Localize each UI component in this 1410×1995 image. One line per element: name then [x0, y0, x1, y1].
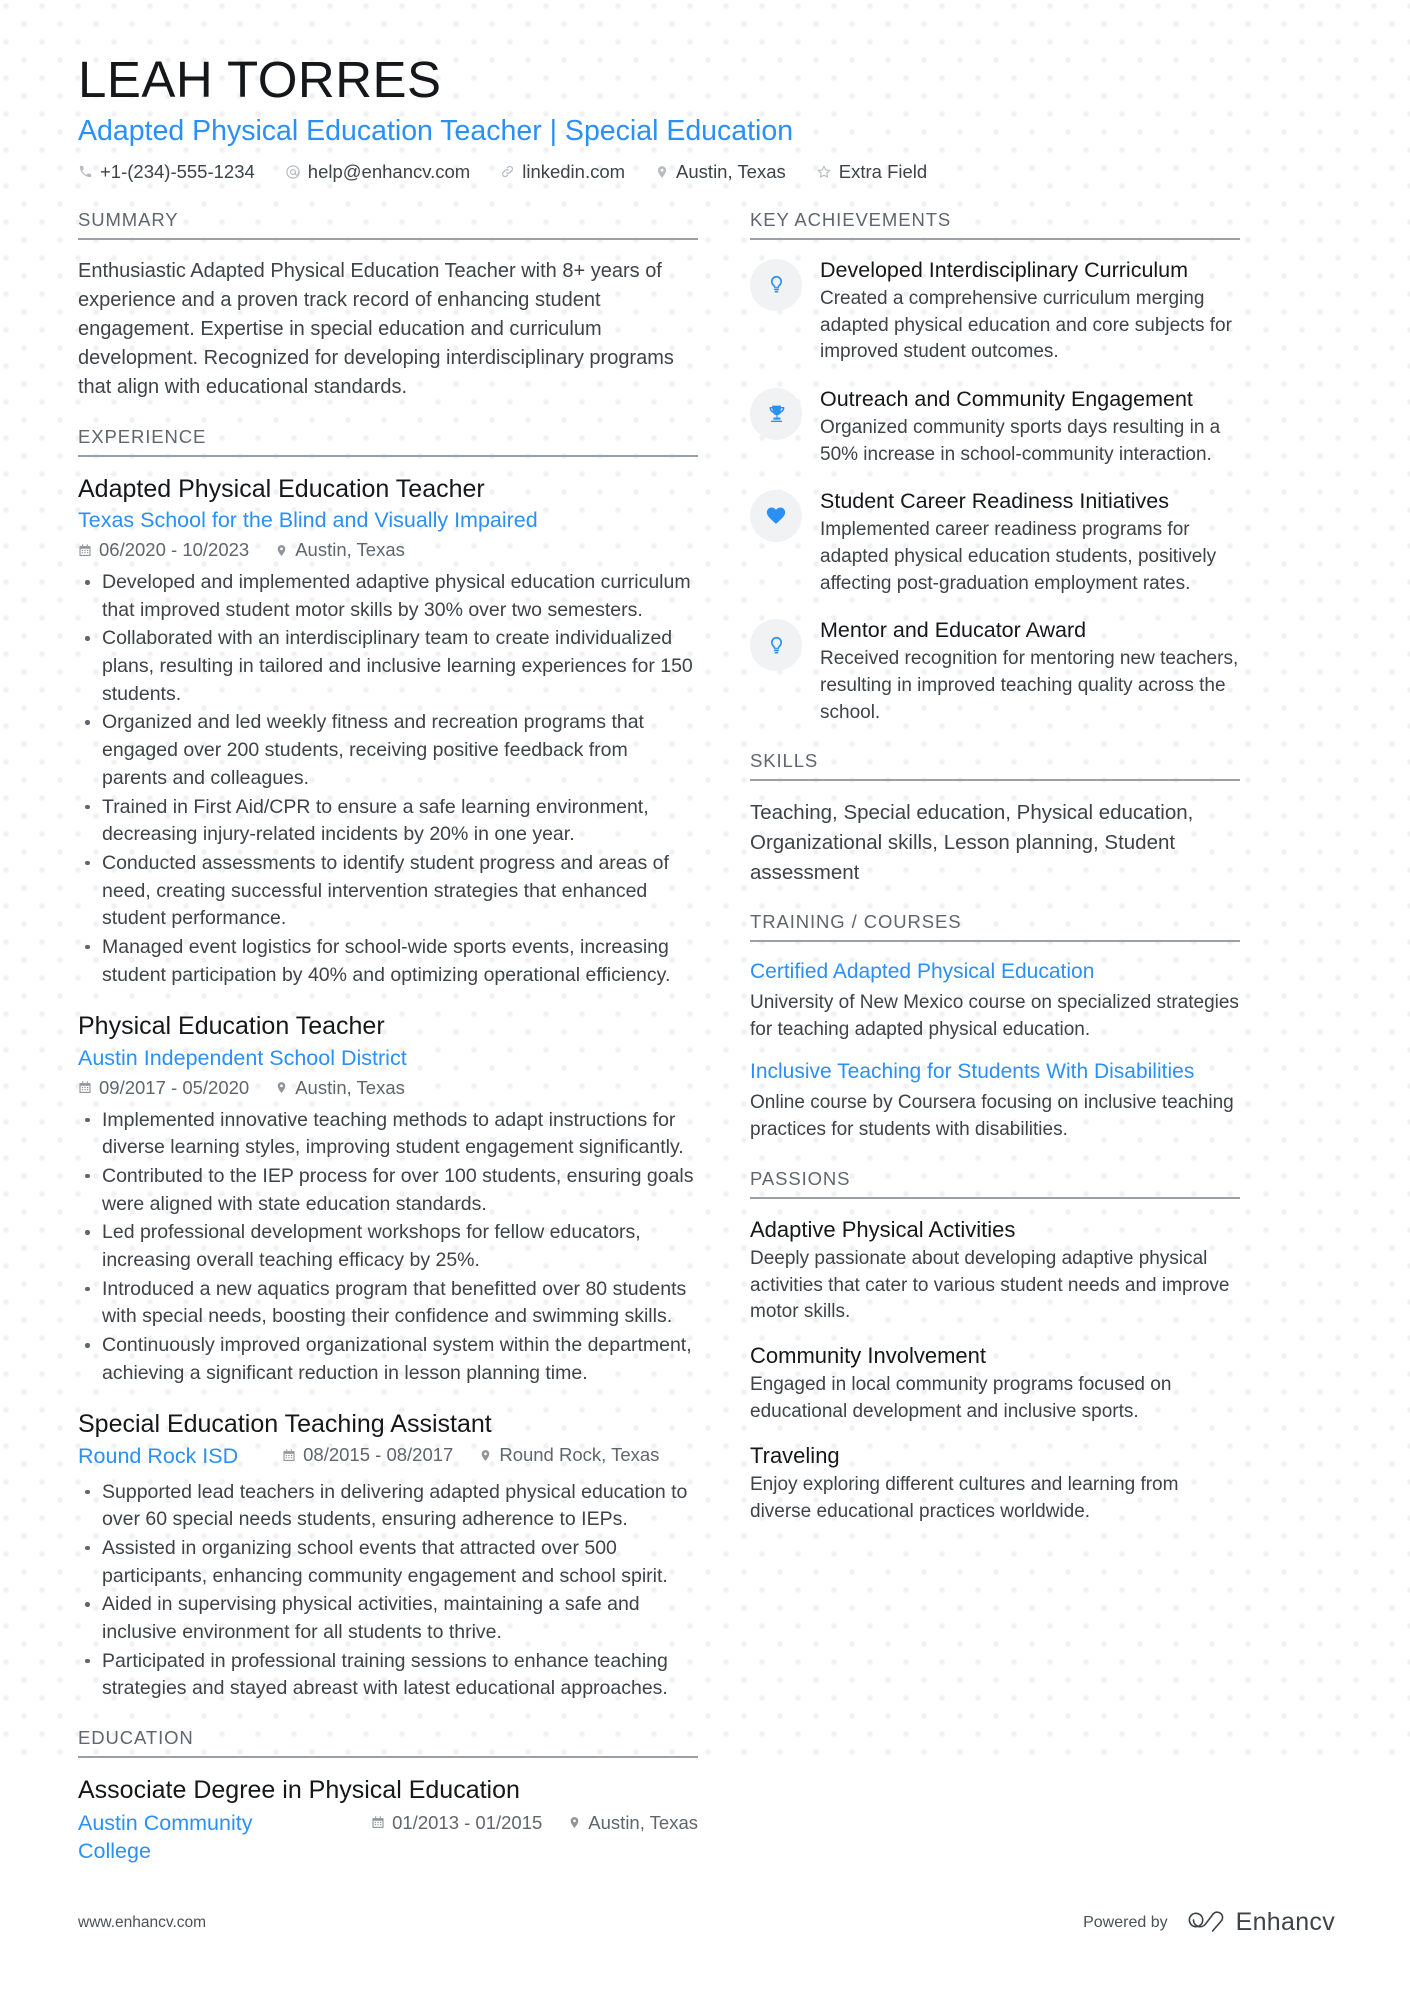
- professional-headline: Adapted Physical Education Teacher | Special Education: [78, 115, 794, 148]
- job-bullet: Organized and led weekly fitness and recreation programs that engaged over 200 students, receiving positive feedback from parents and colleagues.: [78, 709, 698, 792]
- lightbulb-icon: [750, 619, 802, 671]
- job-location-text: Round Rock, Texas: [499, 1444, 660, 1466]
- calendar-icon: [78, 1080, 92, 1095]
- education-subheader: [78, 1810, 698, 1866]
- education-entry: [78, 1775, 698, 1866]
- contact-phone-text: +1-(234)-555-1234: [100, 160, 255, 182]
- achievement-body: [820, 257, 1240, 366]
- education-location: [568, 1812, 698, 1834]
- summary-text: Enthusiastic Adapted Physical Education Teacher with 8+ years of experience and a proven track record of enhancing student engagement. Expertise in special education and curriculum development. Recognized for developing interdisciplinary programs that align with educational standards.: [78, 259, 674, 398]
- job-location: [275, 1077, 405, 1099]
- trophy-icon: [750, 388, 802, 440]
- passions-section-title: PASSIONS: [750, 1168, 1240, 1199]
- job-location: [479, 1444, 659, 1466]
- job-title: Adapted Physical Education Teacher: [78, 474, 485, 503]
- passion-description: Enjoy exploring different cultures and learning from diverse educational practices worldwide.: [750, 1474, 1179, 1522]
- section-education: [78, 1727, 698, 1866]
- passion-item: [750, 1216, 1240, 1326]
- job-bullet: Supported lead teachers in delivering adapted physical education to over 60 special needs students, ensuring adherence to IEPs.: [78, 1479, 698, 1534]
- contact-linkedin[interactable]: [500, 161, 625, 183]
- section-key-achievements: [750, 209, 1240, 726]
- passion-title: Community Involvement: [750, 1342, 986, 1368]
- job-dates: [78, 539, 249, 561]
- footer-url[interactable]: www.enhancv.com: [78, 1913, 207, 1931]
- job-bullet: Contributed to the IEP process for over 100 students, ensuring goals were aligned with state education standards.: [78, 1163, 698, 1218]
- training-section-title: TRAINING / COURSES: [750, 911, 1240, 942]
- location-pin-icon: [275, 543, 288, 558]
- contact-email-text: help@enhancv.com: [307, 160, 471, 182]
- achievement-body: [820, 386, 1240, 468]
- job-bullet: Managed event logistics for school-wide sports events, increasing student participation by 40% and optimizing operational efficiency.: [78, 934, 698, 989]
- contact-phone[interactable]: [78, 161, 255, 183]
- left-column: [78, 209, 698, 1890]
- contact-location-text: Austin, Texas: [676, 160, 786, 182]
- achievement-description: Created a comprehensive curriculum merging adapted physical education and core subjects for improved student outcomes.: [820, 288, 1232, 363]
- contact-location: [655, 161, 786, 183]
- page-footer: [78, 1907, 1335, 1938]
- job-location-text: Austin, Texas: [295, 1076, 405, 1098]
- contact-email[interactable]: [285, 161, 470, 183]
- education-dates-text: 01/2013 - 01/2015: [392, 1811, 543, 1833]
- achievement-body: [820, 488, 1240, 597]
- education-school[interactable]: Austin Community College: [78, 1811, 253, 1864]
- passion-description: Deeply passionate about developing adaptive physical activities that cater to various student needs and improve motor skills.: [750, 1248, 1230, 1323]
- education-meta: [371, 1812, 698, 1834]
- achievement-title: Mentor and Educator Award: [820, 618, 1087, 643]
- achievement-description: Received recognition for mentoring new teachers, resulting in improved teaching quality across the school.: [820, 648, 1239, 723]
- education-location-text: Austin, Texas: [588, 1811, 698, 1833]
- experience-entry: [78, 474, 698, 990]
- job-company[interactable]: Austin Independent School District: [78, 1045, 407, 1070]
- job-bullet: Participated in professional training sessions to enhance teaching strategies and stayed abreast with latest educational approaches.: [78, 1648, 698, 1703]
- right-column: [750, 209, 1240, 1890]
- job-bullets: [78, 1479, 698, 1704]
- calendar-icon: [78, 543, 92, 558]
- location-pin-icon: [655, 164, 669, 180]
- education-dates: [371, 1812, 542, 1834]
- job-bullets: [78, 569, 698, 989]
- section-skills: [750, 750, 1240, 887]
- achievement-item: [750, 257, 1240, 366]
- course-description: Online course by Coursera focusing on inclusive teaching practices for students with disabilities.: [750, 1092, 1234, 1140]
- calendar-icon: [371, 1815, 385, 1830]
- job-bullet: Collaborated with an interdisciplinary team to create individualized plans, resulting in tailored and inclusive learning experiences for 150 students.: [78, 625, 698, 708]
- resume-header: [78, 52, 1335, 183]
- experience-entry: [78, 1409, 698, 1703]
- calendar-icon: [282, 1448, 296, 1463]
- job-bullet: Developed and implemented adaptive physical education curriculum that improved student motor skills by 30% over two semesters.: [78, 569, 698, 624]
- phone-icon: [78, 164, 93, 179]
- resume-columns: [78, 209, 1335, 1890]
- section-passions: [750, 1168, 1240, 1526]
- location-pin-icon: [479, 1448, 492, 1463]
- job-bullet: Implemented innovative teaching methods to adapt instructions for diverse learning styles, improving student engagement significantly.: [78, 1107, 698, 1162]
- job-dates-text: 06/2020 - 10/2023: [99, 539, 250, 561]
- achievement-item: [750, 488, 1240, 597]
- passion-item: [750, 1442, 1240, 1526]
- education-section-title: EDUCATION: [78, 1727, 698, 1758]
- lightbulb-icon: [750, 259, 802, 311]
- achievement-title: Outreach and Community Engagement: [820, 386, 1193, 411]
- job-company[interactable]: Round Rock ISD: [78, 1443, 239, 1468]
- link-icon: [500, 164, 515, 179]
- job-dates: [78, 1077, 249, 1099]
- job-meta: [282, 1444, 659, 1466]
- star-icon: [816, 164, 832, 180]
- contact-extra-field: [816, 161, 927, 183]
- heart-icon: [750, 490, 802, 542]
- achievement-item: [750, 617, 1240, 726]
- passion-title: Traveling: [750, 1442, 840, 1468]
- job-location: [275, 539, 405, 561]
- job-title: Physical Education Teacher: [78, 1012, 385, 1041]
- course-title[interactable]: Inclusive Teaching for Students With Disabilities: [750, 1060, 1195, 1084]
- job-title: Special Education Teaching Assistant: [78, 1410, 492, 1439]
- job-bullet: Continuously improved organizational system within the department, achieving a significant reduction in lesson planning time.: [78, 1332, 698, 1387]
- job-meta: [78, 539, 698, 561]
- location-pin-icon: [568, 1815, 581, 1830]
- summary-section-title: SUMMARY: [78, 209, 698, 240]
- section-experience: [78, 426, 698, 1703]
- contact-linkedin-text: linkedin.com: [522, 160, 626, 182]
- job-meta: [78, 1077, 698, 1099]
- page-title: LEAH TORRES: [78, 51, 442, 108]
- job-company[interactable]: Texas School for the Blind and Visually Impaired: [78, 508, 538, 533]
- skills-list: Teaching, Special education, Physical education, Organizational skills, Lesson planning, Student assessment: [750, 801, 1194, 884]
- job-dates: [282, 1444, 453, 1466]
- job-subheader: [78, 1443, 698, 1471]
- course-title[interactable]: Certified Adapted Physical Education: [750, 960, 1095, 984]
- passion-description: Engaged in local community programs focused on educational development and inclusive sports.: [750, 1374, 1172, 1422]
- location-pin-icon: [275, 1080, 288, 1095]
- job-bullets: [78, 1107, 698, 1388]
- enhancv-logo: [1182, 1907, 1335, 1938]
- job-dates-text: 08/2015 - 08/2017: [303, 1444, 454, 1466]
- enhancv-wordmark: Enhancv: [1235, 1908, 1335, 1936]
- footer-branding: [1083, 1907, 1335, 1938]
- job-bullet: Aided in supervising physical activities, maintaining a safe and inclusive environment for all students to thrive.: [78, 1591, 698, 1646]
- achievement-title: Student Career Readiness Initiatives: [820, 489, 1169, 514]
- achievement-description: Organized community sports days resulting in a 50% increase in school-community interaction.: [820, 417, 1221, 465]
- enhancv-mark-icon: [1182, 1907, 1226, 1938]
- achievement-item: [750, 386, 1240, 468]
- education-degree: Associate Degree in Physical Education: [78, 1776, 520, 1805]
- powered-by-label: Powered by: [1083, 1913, 1168, 1931]
- course-item: [750, 959, 1240, 1043]
- section-training-courses: [750, 911, 1240, 1143]
- key-achievements-section-title: KEY ACHIEVEMENTS: [750, 209, 1240, 240]
- achievement-description: Implemented career readiness programs for adapted physical education students, positively affecting post-graduation employment rates.: [820, 519, 1217, 594]
- job-location-text: Austin, Texas: [295, 539, 405, 561]
- job-bullet: Introduced a new aquatics program that benefitted over 80 students with special needs, boosting their confidence and swimming skills.: [78, 1276, 698, 1331]
- achievement-title: Developed Interdisciplinary Curriculum: [820, 257, 1189, 282]
- achievement-body: [820, 617, 1240, 726]
- column-gap: [698, 209, 750, 1890]
- job-bullet: Assisted in organizing school events that attracted over 500 participants, enhancing community engagement and school spirit.: [78, 1535, 698, 1590]
- job-bullet: Trained in First Aid/CPR to ensure a safe learning environment, decreasing injury-related incidents by 20% in one year.: [78, 794, 698, 849]
- section-summary: [78, 209, 698, 402]
- course-item: [750, 1059, 1240, 1143]
- job-bullet: Led professional development workshops for fellow educators, increasing overall teaching efficacy by 25%.: [78, 1219, 698, 1274]
- email-icon: [285, 164, 301, 180]
- job-bullet: Conducted assessments to identify student progress and areas of need, creating successful intervention strategies that enhanced student performance.: [78, 850, 698, 933]
- course-description: University of New Mexico course on specialized strategies for teaching adapted physical education.: [750, 992, 1239, 1040]
- skills-section-title: SKILLS: [750, 750, 1240, 781]
- experience-entry: [78, 1011, 698, 1387]
- passion-item: [750, 1342, 1240, 1426]
- contact-extra-field-text: Extra Field: [838, 160, 928, 182]
- experience-section-title: EXPERIENCE: [78, 426, 698, 457]
- passion-title: Adaptive Physical Activities: [750, 1216, 1016, 1242]
- job-dates-text: 09/2017 - 05/2020: [99, 1076, 250, 1098]
- contact-row: [78, 161, 1335, 183]
